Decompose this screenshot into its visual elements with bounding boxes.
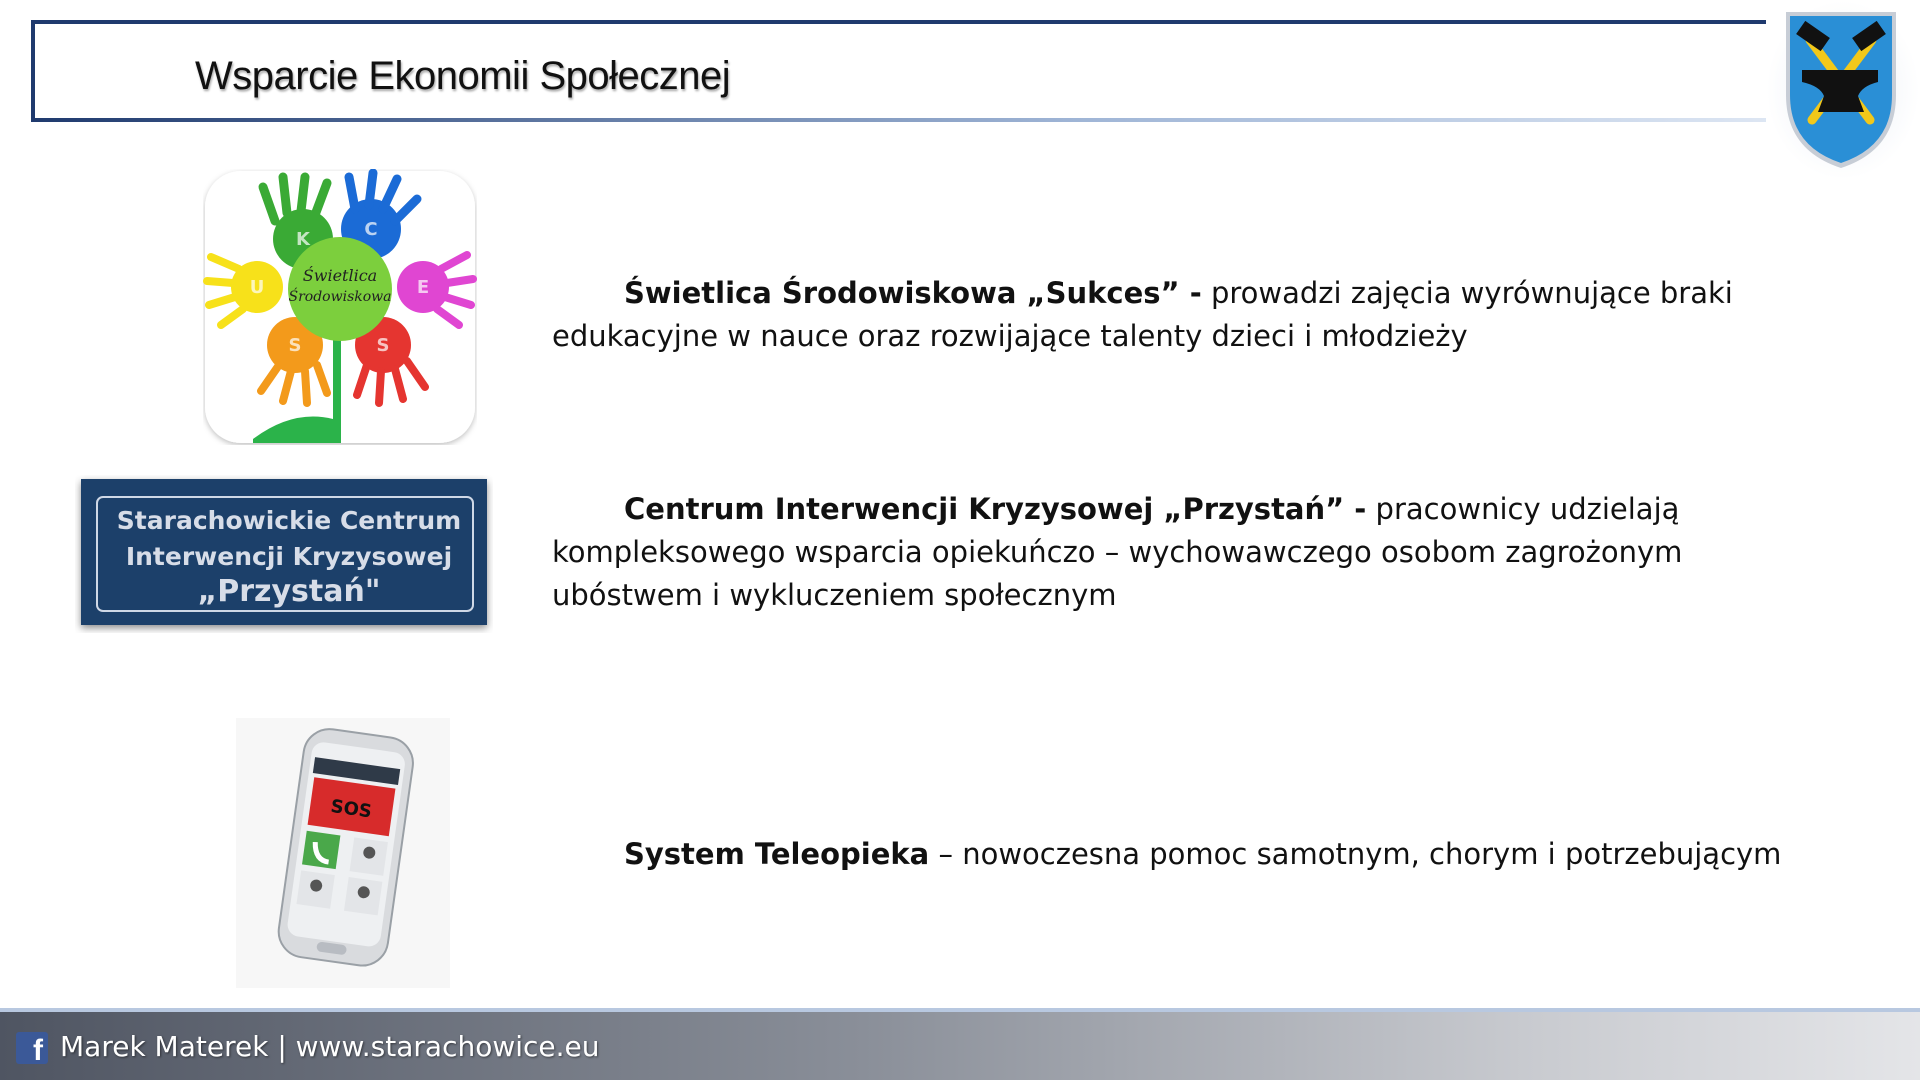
logo-letter: E xyxy=(416,277,430,298)
logo-letter: U xyxy=(249,277,265,298)
item-swietlica-text xyxy=(552,272,1772,358)
item-teleopieka-text xyxy=(552,833,1852,876)
sos-label: SOS xyxy=(329,795,374,823)
sign-line1: Starachowickie Centrum xyxy=(116,506,462,535)
title-banner xyxy=(31,20,1776,122)
page-title: Wsparcie Ekonomii Społecznej xyxy=(195,54,731,98)
swietlica-logo xyxy=(203,169,477,445)
logo-letter: K xyxy=(296,229,310,250)
item-swietlica-heading: Świetlica Środowiskowa „Sukces” - xyxy=(624,276,1202,310)
item-teleopieka-heading: System Teleopieka xyxy=(624,837,930,871)
footer-text[interactable]: Marek Materek | www.starachowice.eu xyxy=(60,1030,600,1063)
item-teleopieka-description: – nowoczesna pomoc samotnym, chorym i potrzebującym xyxy=(929,837,1782,871)
call-icon xyxy=(302,831,340,869)
logo-letter: S xyxy=(376,335,390,356)
logo-letter: S xyxy=(288,335,302,356)
facebook-icon[interactable]: f xyxy=(16,1032,48,1064)
logo-letter: C xyxy=(364,219,378,240)
crest-icon xyxy=(1766,0,1920,180)
przystan-sign xyxy=(75,475,493,633)
item-przystan-heading: Centrum Interwencji Kryzysowej „Przystań” - xyxy=(624,492,1367,526)
city-crest xyxy=(1766,0,1920,180)
item-przystan-description: pracownicy udzielają kompleksowego wsparcia opiekuńczo – wychowawczego osobom zagrożonym ubóstwem i wykluczeniem społecznym xyxy=(552,492,1683,612)
item-przystan-text xyxy=(552,488,1772,617)
sign-line2: Interwencji Kryzysowej xyxy=(125,542,453,571)
footer-bar xyxy=(0,1008,1920,1080)
teleopieka-phone xyxy=(236,718,450,988)
sign-line3: „Przystań" xyxy=(197,574,381,609)
logo-line2: Środowiskowa xyxy=(288,289,392,305)
logo-line1: Świetlica xyxy=(302,266,378,285)
item-swietlica-description: prowadzi zajęcia wyrównujące braki edukacyjne w nauce oraz rozwijające talenty dzieci i młodzieży xyxy=(552,276,1733,353)
